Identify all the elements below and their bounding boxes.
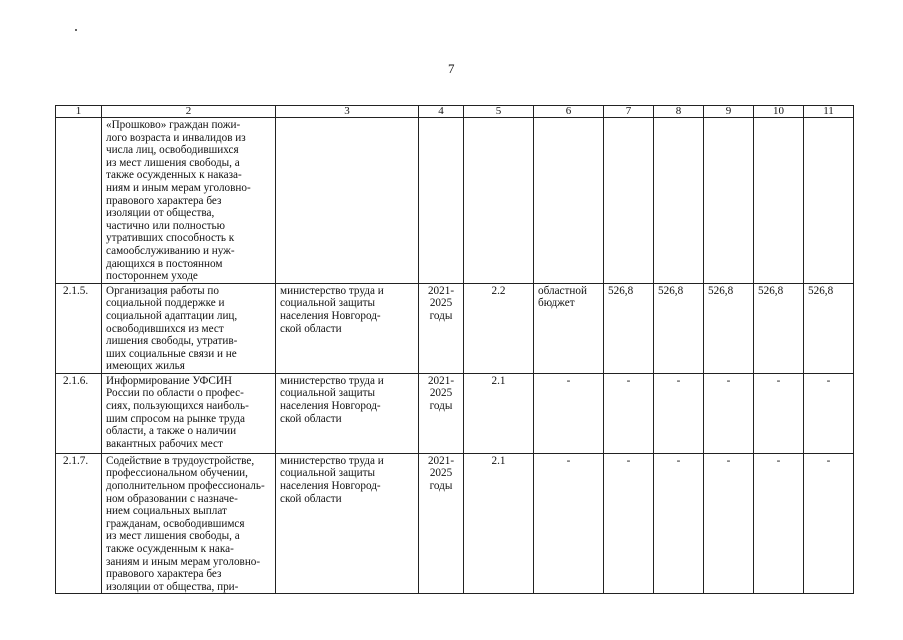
activity-cell-line: частично или полностью — [106, 219, 225, 232]
activity-cell-line: гражданам, освободившимся — [106, 517, 245, 530]
executor-cell-line: министерство труда и — [280, 454, 384, 467]
funding-value-cell: 526,8 — [804, 283, 854, 373]
period-cell-line: 2025 — [429, 467, 453, 480]
activity-cell-line: социальной адаптации лиц, — [106, 309, 238, 322]
activity-cell-line: изоляции от общества, при- — [106, 580, 239, 593]
activity-cell-line: ниям и иным мерам уголовно- — [106, 181, 251, 194]
activity-cell-line: Содействие в трудоустройстве, — [106, 454, 255, 467]
activity-cell-line: сиях, пользующихся наиболь- — [106, 400, 249, 413]
column-header: 3 — [276, 106, 419, 118]
target-indicator-cell: 2.2 — [464, 283, 534, 373]
column-header: 5 — [464, 106, 534, 118]
column-header: 11 — [804, 106, 854, 118]
activity-cell-line: Организация работы по — [106, 284, 219, 297]
funding-value-cell — [754, 118, 804, 284]
period-cell-line: 2025 — [429, 387, 453, 400]
funding-source-cell-line: - — [566, 374, 571, 387]
activity-cell-line: ном образовании с назначе- — [106, 492, 238, 505]
activity-cell — [102, 453, 276, 594]
period-cell-line: 2025 — [429, 297, 453, 310]
activity-cell-line: профессиональном обучении, — [106, 467, 248, 480]
executor-cell — [276, 283, 419, 373]
funding-value-cell: 526,8 — [654, 283, 704, 373]
table-row — [56, 453, 854, 594]
target-indicator-cell: 2.1 — [464, 373, 534, 453]
period-cell — [419, 373, 464, 453]
funding-value-cell: - — [654, 373, 704, 453]
executor-cell-line: ской области — [280, 322, 342, 335]
funding-value-cell: - — [804, 453, 854, 594]
executor-cell — [276, 453, 419, 594]
period-cell-line: 2021- — [427, 284, 455, 297]
executor-cell-line: социальной защиты — [280, 297, 376, 310]
item-number-cell: 2.1.5. — [56, 283, 102, 373]
column-header: 2 — [102, 106, 276, 118]
funding-value-cell — [654, 118, 704, 284]
table-row — [56, 283, 854, 373]
activity-cell-line: утративших способность к — [106, 232, 235, 245]
executor-cell-line: социальной защиты — [280, 467, 376, 480]
activity-cell-line: дополнительном профессиональ- — [106, 480, 265, 493]
funding-value-cell: 526,8 — [604, 283, 654, 373]
activity-cell-line: Информирование УФСИН — [106, 374, 232, 387]
period-cell — [419, 283, 464, 373]
activity-cell-line: правового характера без — [106, 568, 222, 581]
funding-value-cell: - — [804, 373, 854, 453]
activity-cell-line: нием социальных выплат — [106, 505, 227, 518]
funding-value-cell — [804, 118, 854, 284]
column-header: 7 — [604, 106, 654, 118]
activity-cell-line: России по области о профес- — [106, 387, 244, 400]
activity-cell-line: лого возраста и инвалидов из — [106, 131, 246, 144]
period-cell-line: годы — [429, 400, 453, 413]
column-header: 6 — [534, 106, 604, 118]
period-cell-line: годы — [429, 480, 453, 493]
target-indicator-cell — [464, 118, 534, 284]
activity-cell-line: «Прошково» граждан пожи- — [106, 119, 241, 131]
column-header: 4 — [419, 106, 464, 118]
column-header: 1 — [56, 106, 102, 118]
column-header: 9 — [704, 106, 754, 118]
activity-cell-line: имеющих жилья — [106, 360, 185, 373]
executor-cell — [276, 118, 419, 284]
funding-value-cell: - — [604, 453, 654, 594]
executor-cell-line: ской области — [280, 412, 342, 425]
funding-value-cell: - — [604, 373, 654, 453]
executor-cell-line: министерство труда и — [280, 374, 384, 387]
executor-cell-line: ской области — [280, 492, 342, 505]
period-cell-line: годы — [429, 309, 453, 322]
funding-value-cell: - — [754, 453, 804, 594]
activity-cell-line: освободившихся из мест — [106, 322, 224, 335]
period-cell — [419, 118, 464, 284]
executor-cell-line: социальной защиты — [280, 387, 376, 400]
executor-cell-line: министерство труда и — [280, 284, 384, 297]
table-row — [56, 373, 854, 453]
activity-cell-line: постороннем уходе — [106, 270, 198, 283]
table-header-row — [56, 106, 854, 118]
activity-cell-line: области, а также о наличии — [106, 425, 237, 438]
activity-cell-line: числа лиц, освободившихся — [106, 144, 239, 157]
activity-cell-line: шим спросом на рынке труда — [106, 412, 245, 425]
activity-cell-line: заниям и иным мерам уголовно- — [106, 555, 261, 568]
activity-cell-line: вакантных рабочих мест — [106, 437, 223, 450]
item-number-cell — [56, 118, 102, 284]
scan-speck — [75, 29, 77, 31]
funding-value-cell: 526,8 — [754, 283, 804, 373]
activity-cell-line: самообслуживанию и нуж- — [106, 244, 235, 257]
column-header: 8 — [654, 106, 704, 118]
activity-cell-line: ших социальные связи и не — [106, 347, 237, 360]
funding-source-cell — [534, 118, 604, 284]
executor-cell-line: населения Новгород- — [280, 400, 381, 413]
period-cell-line: 2021- — [427, 374, 455, 387]
funding-value-cell: 526,8 — [704, 283, 754, 373]
program-table — [55, 105, 854, 594]
executor-cell-line: населения Новгород- — [280, 480, 381, 493]
table-body — [56, 118, 854, 594]
funding-value-cell: - — [704, 453, 754, 594]
item-number-cell: 2.1.7. — [56, 453, 102, 594]
activity-cell-line: лишения свободы, утратив- — [106, 335, 238, 348]
activity-cell-line: из мест лишения свободы, а — [106, 156, 240, 169]
activity-cell — [102, 118, 276, 284]
funding-source-cell-line: - — [566, 454, 571, 467]
activity-cell-line: также осужденным к нака- — [106, 543, 234, 556]
activity-cell — [102, 373, 276, 453]
funding-source-cell — [534, 453, 604, 594]
funding-source-cell — [534, 373, 604, 453]
period-cell-line: 2021- — [427, 454, 455, 467]
funding-source-cell-line: областной — [538, 284, 587, 297]
funding-value-cell: - — [754, 373, 804, 453]
item-number-cell: 2.1.6. — [56, 373, 102, 453]
activity-cell — [102, 283, 276, 373]
funding-value-cell — [704, 118, 754, 284]
activity-cell-line: дающихся в постоянном — [106, 257, 223, 270]
activity-cell-line: правового характера без — [106, 194, 222, 207]
period-cell — [419, 453, 464, 594]
funding-value-cell: - — [654, 453, 704, 594]
activity-cell-line: из мест лишения свободы, а — [106, 530, 240, 543]
funding-value-cell — [604, 118, 654, 284]
funding-source-cell-line: бюджет — [538, 297, 575, 310]
funding-value-cell: - — [704, 373, 754, 453]
page-number: 7 — [448, 61, 455, 76]
executor-cell-line: населения Новгород- — [280, 309, 381, 322]
table-row — [56, 118, 854, 284]
target-indicator-cell: 2.1 — [464, 453, 534, 594]
executor-cell — [276, 373, 419, 453]
activity-cell-line: изоляции от общества, — [106, 207, 215, 220]
funding-source-cell — [534, 283, 604, 373]
column-header: 10 — [754, 106, 804, 118]
activity-cell-line: социальной поддержке и — [106, 297, 225, 310]
activity-cell-line: также осужденных к наказа- — [106, 169, 242, 182]
